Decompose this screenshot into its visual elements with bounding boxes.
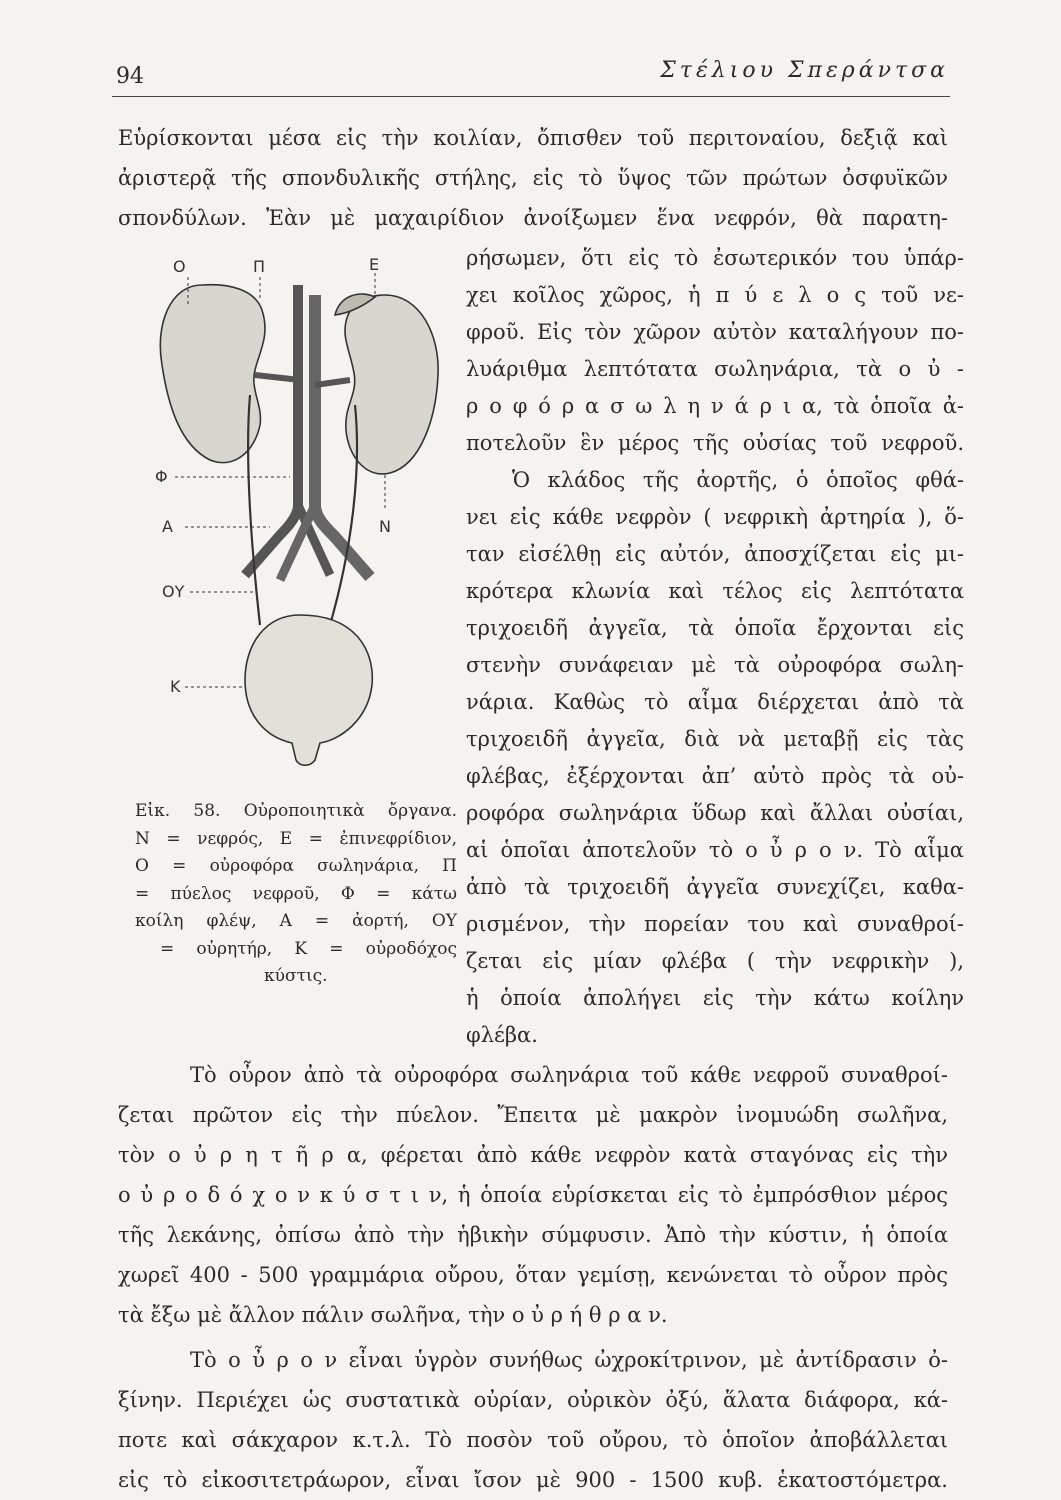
figure-label-e: Ε — [369, 255, 380, 274]
figure-label-oy: ΟΥ — [162, 582, 185, 601]
bladder — [245, 615, 372, 765]
figure-label-k: Κ — [170, 677, 181, 696]
running-head: Στέλιου Σπεράντσα — [660, 58, 949, 83]
left-kidney — [160, 285, 265, 463]
figure-label-o: Ο — [173, 257, 186, 276]
page-number: 94 — [116, 64, 144, 89]
figure-label-p: Π — [253, 257, 266, 276]
body-line: Εὑρίσκονται μέσα εἰς τὴν κοιλίαν, ὄπισθεν τοῦ περιτοναίου, δεξιᾷ καὶ — [118, 126, 948, 150]
body-line: ἀριστερᾷ τῆς σπονδυλικῆς στήλης, εἰς τὸ ὕψος τῶν πρώτων ὀσφυϊκῶν — [118, 166, 948, 190]
figure-label-n: Ν — [379, 517, 391, 536]
figure-label-f: Φ — [155, 467, 168, 486]
right-kidney — [345, 295, 438, 474]
body-line: σπονδύλων. Ἐὰν μὲ μαχαιρίδιον ἀνοίξωμεν ἕνα νεφρόν, θὰ παρατη- — [118, 206, 948, 230]
urinary-organs-figure — [150, 255, 450, 779]
header-rule — [112, 96, 950, 97]
urinary-organs-illustration — [150, 255, 450, 775]
figure-label-a: Α — [162, 517, 173, 536]
